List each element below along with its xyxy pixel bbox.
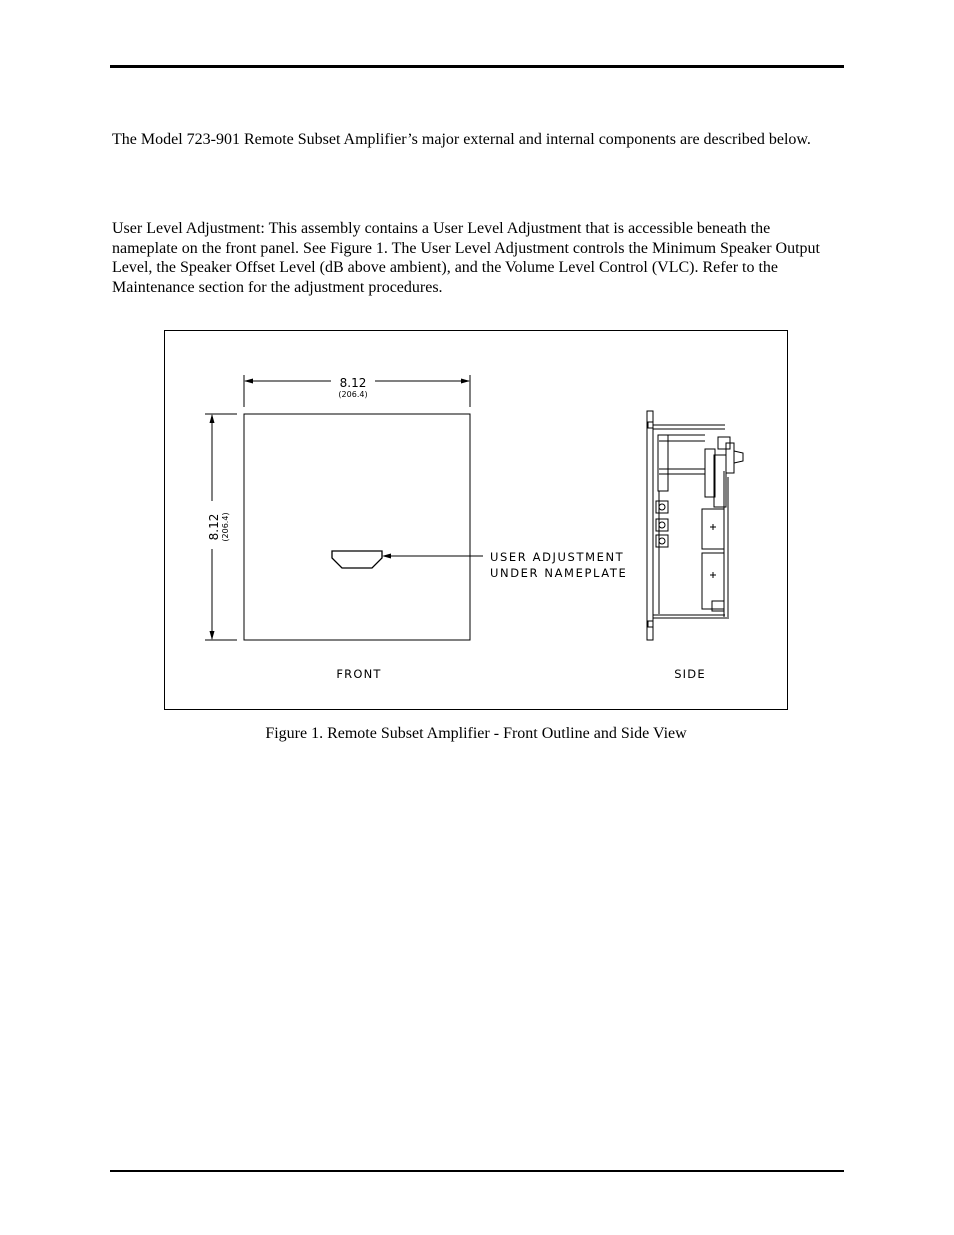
figure-caption: Figure 1. Remote Subset Amplifier - Front Outline and Side View: [265, 725, 687, 742]
figure-1: [164, 330, 788, 710]
side-view-assembly: [647, 411, 743, 640]
height-dimension-text: 8.12: [207, 513, 221, 541]
side-label: SIDE: [674, 667, 706, 681]
callout-text-line2: UNDER NAMEPLATE: [490, 566, 628, 580]
height-arrow-top: [210, 414, 215, 423]
intro-paragraph: The Model 723-901 Remote Subset Amplifier’s major external and internal components are described below.: [112, 131, 811, 148]
width-dimension-mm: (206.4): [338, 390, 368, 399]
height-arrow-bottom: [210, 631, 215, 640]
front-panel-outline: [244, 414, 470, 640]
side-faceplate: [647, 411, 653, 640]
callout-text-line1: USER ADJUSTMENT: [490, 550, 625, 564]
callout-arrow: [382, 554, 391, 559]
nameplate-shape: [332, 551, 382, 568]
knob-tip: [734, 451, 743, 463]
width-arrow-left: [244, 379, 253, 384]
header-rule: [110, 65, 844, 68]
footer-rule: [110, 1170, 844, 1172]
width-arrow-right: [461, 379, 470, 384]
front-label: FRONT: [336, 667, 382, 681]
width-dimension-text: 8.12: [339, 376, 367, 390]
figure-drawing: [165, 331, 789, 711]
user-level-paragraph: User Level Adjustment: This assembly contains a User Level Adjustment that is accessible beneath the nameplate on the front panel. See Figure 1. The User Level Adjustment controls the Minimum Speaker Output Level, the Speaker Offset Level (dB above ambient), and the Volume Level Control (VLC). Refer to the Maintenance section for the adjustment procedures.: [112, 220, 820, 296]
height-dimension-mm: (206.4): [221, 512, 230, 542]
